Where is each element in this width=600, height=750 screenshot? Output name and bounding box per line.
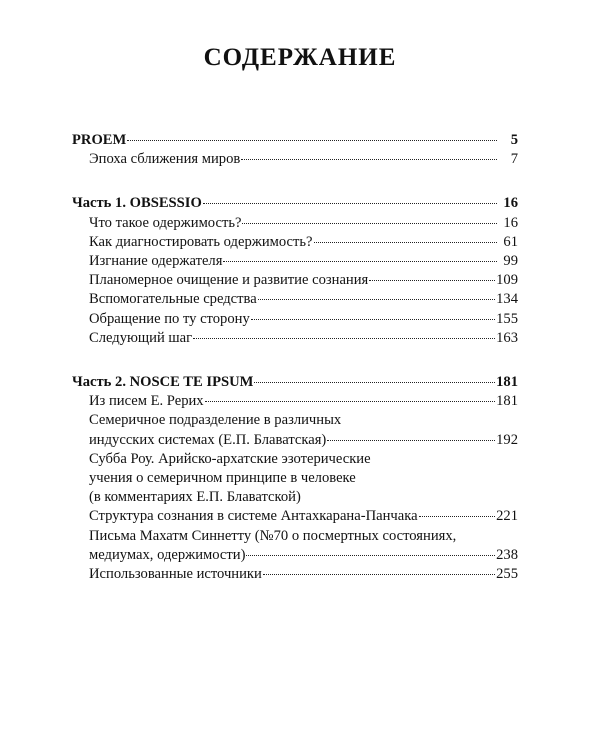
page-number: 5	[510, 132, 518, 148]
dot-leader	[127, 140, 497, 141]
dot-leader	[419, 516, 496, 517]
toc-entry-last-line	[72, 431, 518, 450]
toc-entry-label: Обращение по ту сторону	[89, 310, 250, 327]
toc-heading[interactable]	[72, 373, 518, 392]
table-of-contents	[72, 131, 518, 609]
page-number: 155	[496, 310, 518, 327]
toc-entry-label: Использованные источники	[89, 566, 262, 583]
dot-leader	[258, 299, 495, 300]
dot-leader	[327, 440, 495, 441]
page-number: 181	[496, 393, 518, 410]
page-number: 192	[496, 431, 518, 448]
dot-leader	[242, 223, 497, 224]
toc-entry[interactable]	[72, 214, 518, 233]
toc-section-part-2	[72, 373, 518, 584]
toc-entry-label: Изгнание одержателя	[89, 253, 223, 270]
toc-heading[interactable]	[72, 194, 518, 213]
page-number: 99	[503, 253, 518, 270]
toc-heading-label: PROEM	[72, 132, 127, 148]
toc-entry-label: Планомерное очищение и развитие сознания	[89, 272, 369, 289]
toc-entry-line: Семеричное подразделение в различных	[89, 412, 342, 429]
toc-entry[interactable]	[72, 507, 518, 526]
toc-heading[interactable]	[72, 131, 518, 150]
toc-entry-label: Вспомогательные средства	[89, 291, 257, 308]
toc-entry[interactable]	[72, 271, 518, 290]
toc-entry-label: Как диагностировать одержимость?	[89, 233, 313, 250]
page-number: 255	[496, 566, 518, 583]
page-number: 7	[510, 151, 518, 168]
toc-entry-label: индусских системах (Е.П. Блаватская)	[89, 431, 327, 448]
page-number: 61	[503, 233, 518, 250]
toc-entry[interactable]	[72, 310, 518, 329]
dot-leader	[223, 261, 497, 262]
dot-leader	[205, 401, 496, 402]
page-number: 181	[496, 374, 518, 391]
dot-leader	[246, 555, 495, 556]
page-number: 16	[503, 214, 518, 231]
toc-section-proem	[72, 131, 518, 169]
dot-leader	[193, 338, 495, 339]
dot-leader	[314, 242, 497, 243]
toc-entry-last-line	[72, 546, 518, 565]
toc-entry[interactable]	[72, 150, 518, 169]
toc-entry[interactable]	[72, 233, 518, 252]
toc-entry-label: Следующий шаг	[89, 329, 193, 346]
dot-leader	[203, 203, 497, 204]
toc-entry-label: Структура сознания в системе Антахкарана-Панчака	[89, 508, 418, 525]
dot-leader	[254, 382, 495, 383]
toc-entry[interactable]	[72, 392, 518, 411]
page-title: СОДЕРЖАНИЕ	[203, 44, 397, 71]
dot-leader	[369, 280, 495, 281]
toc-entry[interactable]	[72, 290, 518, 309]
dot-leader	[251, 319, 495, 320]
toc-entry-label: Эпоха сближения миров	[89, 151, 241, 168]
dot-leader	[263, 574, 495, 575]
toc-entry-line: учения о семеричном принципе в человеке	[89, 470, 356, 487]
toc-heading-label: Часть 2. NOSCE TE IPSUM	[72, 374, 254, 391]
page-number: 109	[496, 272, 518, 289]
page-number: 16	[503, 195, 518, 212]
toc-heading-label: Часть 1. OBSESSIO	[72, 195, 202, 212]
toc-entry-label: Что такое одержимость?	[89, 214, 242, 231]
dot-leader	[241, 159, 497, 160]
page-number: 163	[496, 329, 518, 346]
toc-entry-label: Из писем Е. Рерих	[89, 393, 204, 410]
toc-entry-multiline[interactable]	[72, 527, 518, 565]
toc-entry-line: Субба Роу. Арийско-архатские эзотерические	[89, 450, 371, 467]
toc-entry-multiline[interactable]	[72, 450, 518, 508]
toc-entry[interactable]	[72, 252, 518, 271]
toc-entry[interactable]	[72, 329, 518, 348]
page-number: 221	[496, 508, 518, 525]
toc-entry-line: (в комментариях Е.П. Блаватской)	[89, 489, 301, 506]
toc-entry-label: медиумах, одержимости)	[89, 546, 246, 563]
page-number: 238	[496, 546, 518, 563]
page-number: 134	[496, 291, 518, 308]
toc-entry-multiline[interactable]	[72, 411, 518, 449]
toc-section-part-1	[72, 194, 518, 348]
toc-entry-line: Письма Махатм Синнетту (№70 о посмертных состояниях,	[89, 527, 457, 544]
toc-entry[interactable]	[72, 565, 518, 584]
